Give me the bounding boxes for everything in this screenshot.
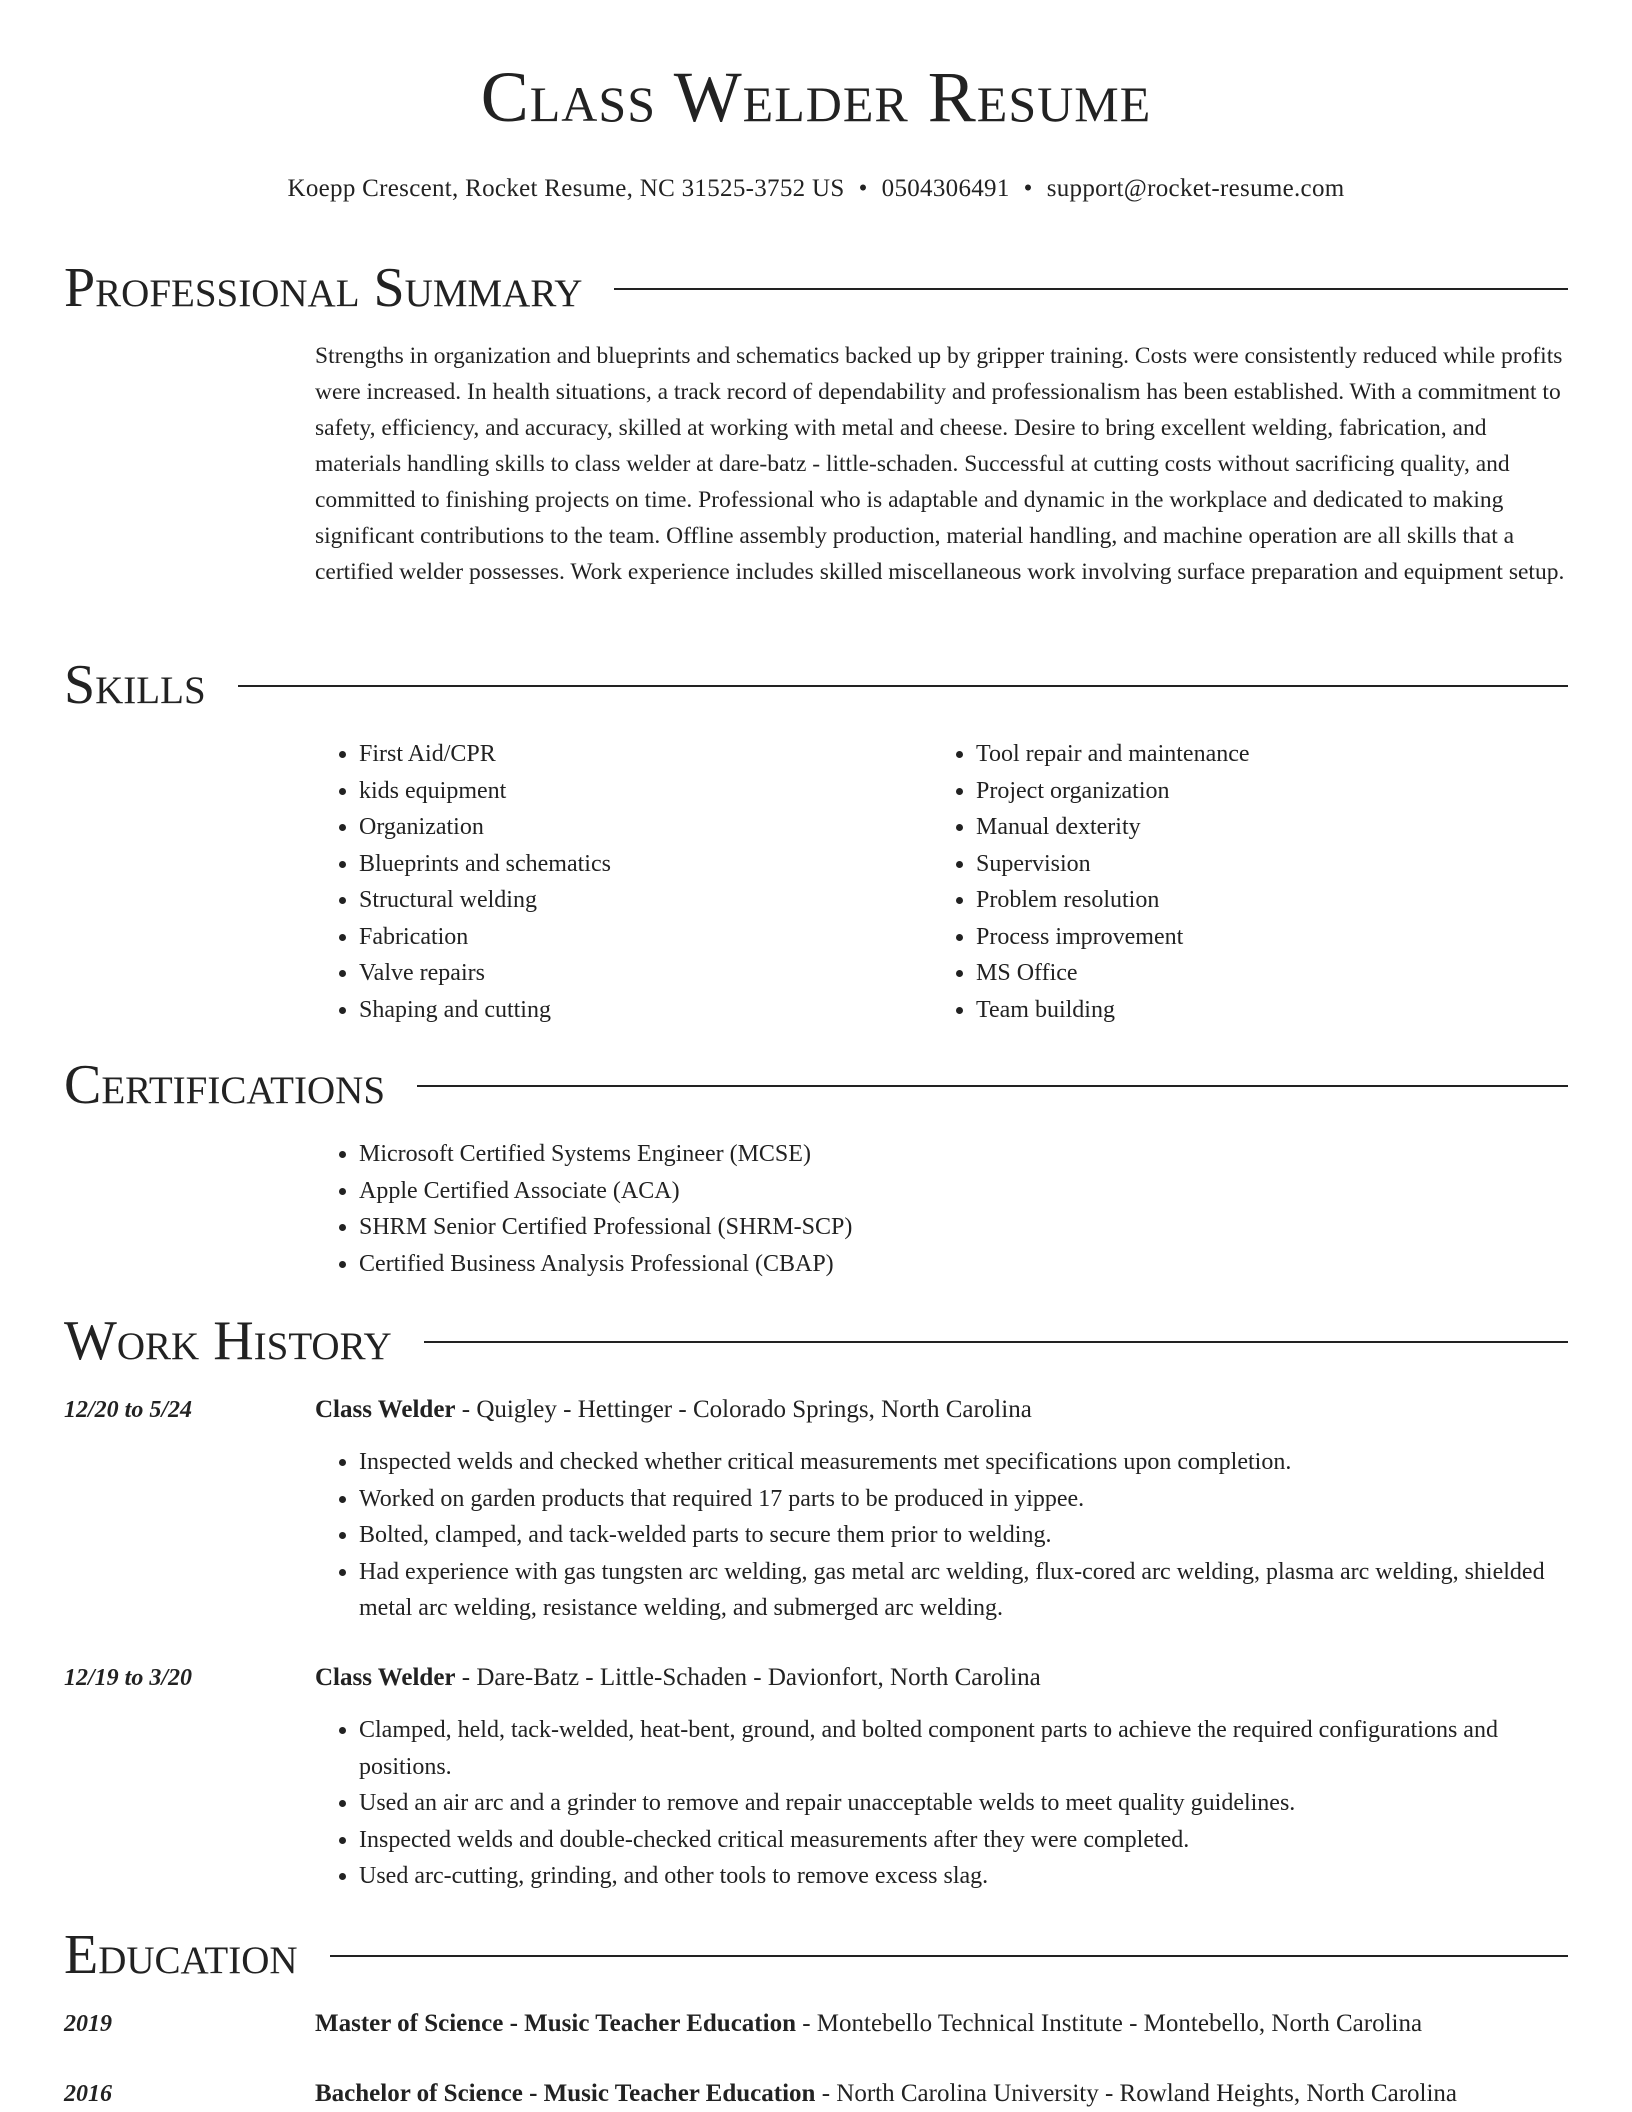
skill-item: • Shaping and cutting [359,992,611,1029]
contact-separator: • [858,175,868,202]
job-title-line [315,1664,1041,1692]
job-role: Class Welder [315,1396,456,1423]
section-title: Work History [64,1310,392,1372]
job-bullet: • Had experience with gas tungsten arc welding, gas metal arc welding, flux-cored arc welding, plasma arc welding, shielded metal arc welding, resistance welding, and submerged arc welding. [359,1554,1575,1627]
section-title: Certifications [64,1054,386,1116]
job-details: - Quigley - Hettinger - Colorado Springs, North Carolina [455,1396,1032,1423]
certification-item: • Microsoft Certified Systems Engineer (MCSE) [359,1136,852,1173]
job-bullet: • Bolted, clamped, and tack-welded parts to secure them prior to welding. [359,1517,1575,1554]
skill-item: • kids equipment [359,773,611,810]
section-heading-skills [64,655,1568,715]
skill-item: • Organization [359,809,611,846]
section-title: Education [64,1924,298,1986]
section-heading-summary [64,258,1568,318]
job-bullets [315,1712,1575,1895]
job-dates: 12/20 to 5/24 [64,1397,193,1423]
certifications-list [315,1136,852,1282]
education-degree: Master of Science - Music Teacher Education [315,2010,796,2037]
education-degree: Bachelor of Science - Music Teacher Education [315,2080,816,2107]
skill-item: • Team building [976,992,1250,1029]
job-details: - Dare-Batz - Little-Schaden - Davionfort, North Carolina [455,1664,1041,1691]
contact-phone[interactable]: 0504306491 [881,175,1010,202]
skill-item: • Structural welding [359,882,611,919]
skill-item: • Tool repair and maintenance [976,736,1250,773]
section-heading-certifications [64,1055,1568,1115]
education-details: - Montebello Technical Institute - Montebello, North Carolina [795,2010,1423,2037]
job-role: Class Welder [315,1664,456,1691]
skill-item: • First Aid/CPR [359,736,611,773]
job-dates: 12/19 to 3/20 [64,1665,193,1691]
skills-column-left [315,736,611,1028]
section-divider [330,1955,1568,1957]
education-year: 2016 [64,2081,112,2107]
skill-item: • MS Office [976,955,1250,992]
job-title-line [315,1396,1032,1424]
section-heading-education [64,1925,1568,1985]
section-title: Skills [64,654,206,716]
section-title: Professional Summary [64,257,583,319]
education-line [315,2080,1457,2108]
job-bullet: • Inspected welds and checked whether critical measurements met specifications upon completion. [359,1444,1575,1481]
skill-item: • Valve repairs [359,955,611,992]
contact-separator: • [1023,175,1033,202]
certification-item: • Apple Certified Associate (ACA) [359,1173,852,1210]
section-divider [614,288,1568,290]
skill-item: • Project organization [976,773,1250,810]
contact-line [0,175,1632,203]
job-bullets [315,1444,1575,1627]
skill-item: • Supervision [976,846,1250,883]
skill-item: • Manual dexterity [976,809,1250,846]
job-bullet: • Clamped, held, tack-welded, heat-bent, ground, and bolted component parts to achieve the required configurations and positions. [359,1712,1575,1785]
skills-column-right [932,736,1250,1028]
job-bullet: • Used an air arc and a grinder to remove and repair unacceptable welds to meet quality guidelines. [359,1785,1575,1822]
job-bullet: • Inspected welds and double-checked critical measurements after they were completed. [359,1822,1575,1859]
skill-item: • Blueprints and schematics [359,846,611,883]
section-divider [417,1085,1568,1087]
section-divider [424,1341,1568,1343]
skill-item: • Process improvement [976,919,1250,956]
skill-item: • Fabrication [359,919,611,956]
education-year: 2019 [64,2011,112,2037]
education-details: - North Carolina University - Rowland Heights, North Carolina [815,2080,1458,2107]
contact-email[interactable]: support@rocket-resume.com [1046,175,1345,202]
certification-item: • SHRM Senior Certified Professional (SHRM-SCP) [359,1209,852,1246]
skill-item: • Problem resolution [976,882,1250,919]
resume-title: Class Welder Resume [480,57,1152,137]
contact-address: Koepp Crescent, Rocket Resume, NC 31525-3752 US [287,175,845,202]
summary-text: Strengths in organization and blueprints and schematics backed up by gripper training. Costs were consistently reduced while profits were increased. In health situations, a track record of dependability and professionalism has been established. With a commitment to safety, efficiency, and accuracy, skilled at working with metal and cheese. Desire to bring excellent welding, fabrication, and materials handling skills to class welder at dare-batz - little-schaden. Successful at cutting costs without sacrificing quality, and committed to finishing projects on time. Professional who is adaptable and dynamic in the workplace and dedicated to making significant contributions to the team. Offline assembly production, material handling, and machine operation are all skills that a certified welder possesses. Work experience includes skilled miscellaneous work involving surface preparation and equipment setup. [315,343,1565,585]
education-line [315,2010,1422,2038]
job-bullet: • Used arc-cutting, grinding, and other tools to remove excess slag. [359,1858,1575,1895]
section-heading-work-history [64,1311,1568,1371]
section-divider [238,685,1568,687]
certification-item: • Certified Business Analysis Professional (CBAP) [359,1246,852,1283]
job-bullet: • Worked on garden products that required 17 parts to be produced in yippee. [359,1481,1575,1518]
